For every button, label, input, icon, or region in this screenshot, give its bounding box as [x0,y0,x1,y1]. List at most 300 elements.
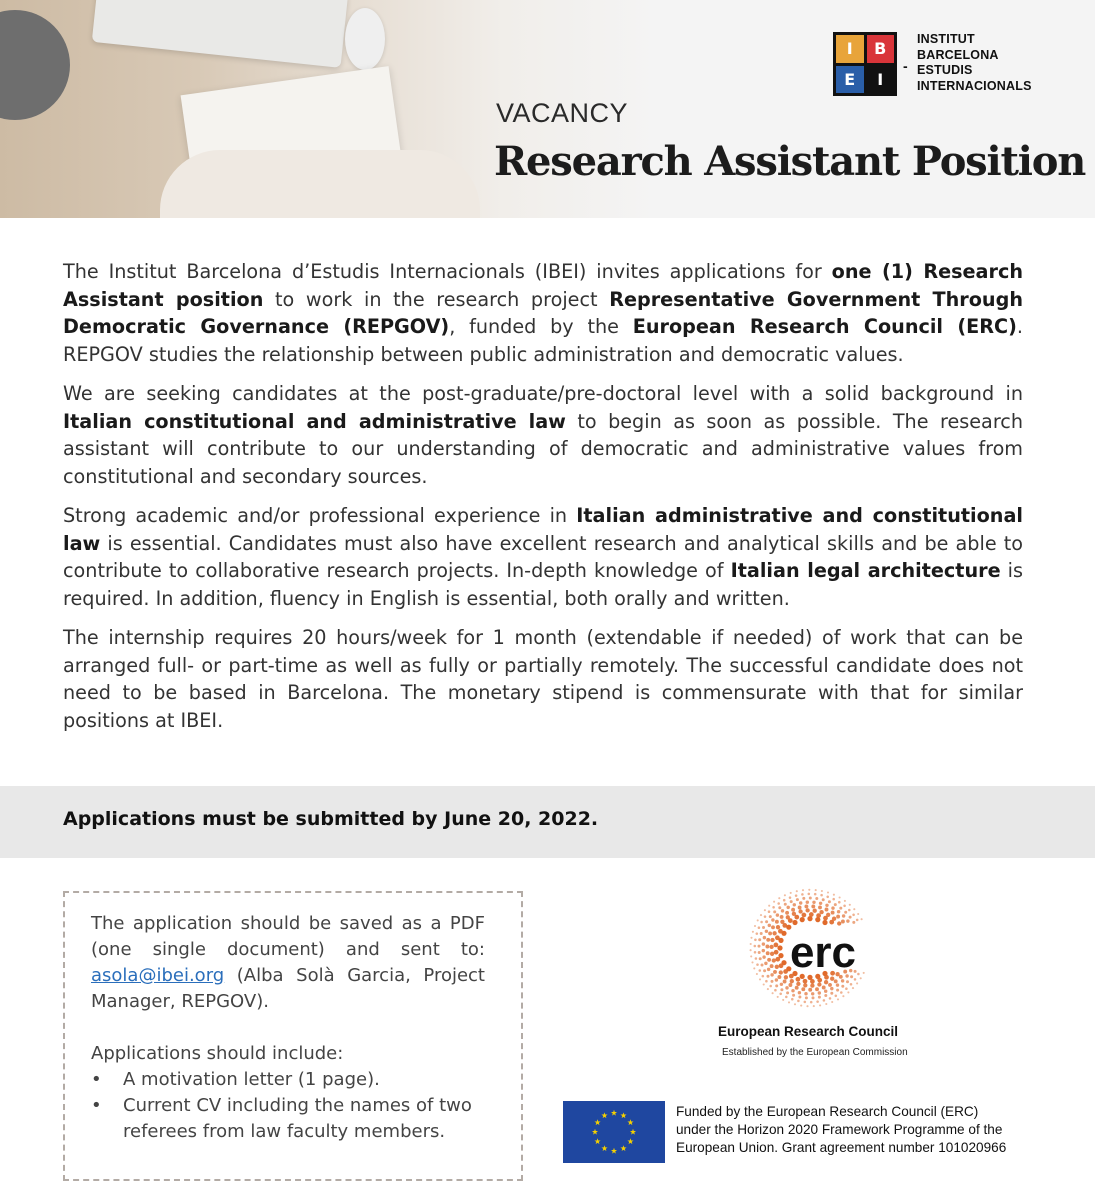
email-link[interactable]: asola@ibei.org [91,965,225,986]
erc-dot [773,970,777,974]
text-run: to work in the research project [263,287,610,311]
erc-dot [842,914,845,917]
ibei-logo-mark [833,32,897,96]
text-run: The internship requires 20 hours/week for 1 month (extendable if needed) of work that can be arranged full- or part-time as well as fully or partially remotely. The successful candidate does not need to be based in Barcelona. The monetary stipend is commensurate with that for similar positions at IBEI. [63,626,1023,732]
erc-dot [750,949,752,951]
erc-dot [811,904,815,908]
erc-dot [849,916,852,919]
erc-dot [839,907,842,910]
erc-dot [840,991,843,994]
erc-dot [778,897,780,899]
erc-dot [772,992,774,994]
erc-dot [852,921,855,924]
erc-dot [799,901,802,904]
bullet: • [91,1069,102,1090]
erc-dot [860,977,862,979]
erc-dot [783,969,788,974]
erc-dot [822,986,826,990]
erc-dot [827,891,829,893]
erc-dot [760,921,763,924]
body-text [63,258,1023,746]
paragraph-1 [63,258,1023,368]
erc-dot [798,996,801,999]
erc-dot [836,983,839,986]
erc-dot [819,910,823,914]
list-item-text: A motivation letter (1 page). [123,1069,380,1090]
erc-dot [789,896,792,899]
text-run: , funded by the [449,315,633,338]
erc-dot [769,985,772,988]
logo-line: INTERNACIONALS [917,78,1032,93]
erc-dot [797,1000,800,1003]
erc-dot [823,999,826,1002]
erc-dot [796,898,799,901]
photo-hand [160,150,480,218]
erc-dot [804,992,807,995]
erc-dot [795,986,799,990]
application-box [63,891,523,1181]
erc-dot [779,993,782,996]
application-text [91,911,485,1145]
logo-cell: E [836,66,864,94]
erc-dot [764,915,767,918]
erc-dot [772,958,776,962]
erc-dot [792,912,796,916]
erc-dot [818,996,821,999]
erc-dot [763,969,766,972]
erc-mark: erc [789,928,857,977]
bullet: • [91,1095,102,1116]
erc-dot [800,917,805,922]
erc-dot [846,980,849,983]
erc-dot [762,926,765,929]
erc-dot [776,913,779,916]
erc-dot [805,908,809,912]
erc-dot [761,964,764,967]
erc-dot [773,910,776,913]
logo-dash: - [903,58,908,74]
erc-dot [771,925,775,929]
erc-dot [813,909,817,913]
photo-keyboard [92,0,348,68]
erc-dot [819,1004,821,1006]
erc-dot [832,917,836,921]
erc-dot [788,1001,790,1003]
erc-dot [753,967,755,969]
erc-dot [754,945,757,948]
erc-dot [791,989,794,992]
erc-dot [754,951,757,954]
erc-dot [785,986,788,989]
erc-dot [762,975,765,978]
erc-dot [841,979,844,982]
erc-dot [792,994,795,997]
erc-dot [767,968,770,971]
erc-dot [757,919,759,921]
erc-dot [762,949,765,952]
erc-dot [844,911,847,914]
vacancy-kicker: VACANCY [496,98,629,128]
erc-dot [765,920,768,923]
erc-dot [830,977,834,981]
logo-cell: B [867,35,895,63]
erc-dot [752,931,754,933]
erc-dot [775,965,779,969]
erc-dot [810,979,815,984]
erc-dot [767,988,769,990]
erc-dot [768,931,772,935]
erc-dot [778,906,781,909]
erc-dot [822,920,827,925]
erc-dot [781,909,784,912]
logo-line: ESTUDIS [917,63,973,77]
erc-dot [759,957,762,960]
erc-dot [803,979,808,984]
erc-dot [779,963,784,968]
erc-dot [769,945,773,949]
erc-dot [852,914,855,917]
erc-dot [767,975,770,978]
erc-dot [798,991,801,994]
deadline-band [0,786,1095,858]
erc-dot [848,909,851,912]
erc-dot [763,983,765,985]
erc-dot [857,973,860,976]
application-contact: (Alba Solà Garcia, Project Manager, REPGOV). [91,965,485,1012]
erc-dot [770,938,774,942]
include-list [91,1067,485,1145]
erc-dot [800,1005,802,1007]
erc-dot [777,902,780,905]
text-run: We are seeking candidates at the post-graduate/pre-doctoral level with a solid background in [63,382,1023,405]
text-run: to begin as soon as possible. The research assistant will contribute to our understanding of democratic and administrative values from constitutional and secondary sources. [63,409,1023,488]
erc-dot [828,900,831,903]
erc-dot [780,983,783,986]
erc-dot [825,908,829,912]
erc-dot [801,987,805,991]
logo-cell: I [836,35,864,63]
erc-dot [763,936,766,939]
erc-dot [784,903,787,906]
erc-dot [775,920,779,924]
erc-dot [779,970,783,974]
erc-dot [826,913,830,917]
erc-dot [768,910,771,913]
erc-dot [836,989,839,992]
erc-dot [762,942,765,945]
erc-dot [816,913,821,918]
photo-mouse [345,8,385,70]
deadline-text: Applications must be submitted by June 20, 2022. [63,808,599,830]
erc-dot [826,896,829,899]
funding-line: Funded by the European Research Council (ERC) [676,1104,979,1119]
erc-dot [783,899,786,902]
erc-dot [790,892,792,894]
photo-mug [0,10,70,120]
erc-dot [832,898,835,901]
erc-dot [783,980,787,984]
logo-line: INSTITUT [917,32,975,46]
erc-dot [785,911,789,915]
erc-dot [775,957,780,962]
erc-dot [782,999,784,1001]
erc-dot [793,903,796,906]
paragraph-4 [63,624,1023,734]
erc-dot [842,995,844,997]
erc-dot [774,950,779,955]
list-item [91,1093,485,1145]
erc-dot [768,905,770,907]
erc-dot [830,987,833,990]
erc-dot [831,911,835,915]
funding-line: under the Horizon 2020 Framework Programme of the [676,1122,1003,1137]
erc-dot [817,978,822,983]
erc-dot [790,900,793,903]
erc-dot [863,972,865,974]
erc-dot [803,983,807,987]
erc-dot [854,978,857,981]
erc-dot [828,983,832,987]
erc-dot [825,1003,827,1005]
erc-dot [768,924,771,927]
erc-dot [809,912,814,917]
erc-dot [808,988,812,992]
erc-dot [770,952,774,956]
erc-dot [795,894,798,897]
erc-logo [720,888,900,1018]
erc-dot [775,984,778,987]
erc-dot [819,902,822,905]
erc-dot [802,897,805,900]
erc-dot [770,973,773,976]
text-run: The Institut Barcelona d’Estudis Internacionals (IBEI) invites applications for [63,260,832,283]
erc-dot [755,957,758,960]
erc-dot [841,985,844,988]
erc-dot [856,919,859,922]
erc-dot [824,994,827,997]
erc-dot [847,991,849,993]
ibei-logo [833,32,1033,96]
erc-dot [772,931,776,935]
bold-text: Representative Government Through Democratic Governance (REPGOV) [63,287,1023,338]
erc-dot [769,915,772,918]
erc-dot [812,901,815,904]
erc-dot [852,987,854,989]
erc-dot [853,908,855,910]
funding-line: European Union. Grant agreement number 101020966 [676,1140,1007,1155]
erc-dot [861,918,863,920]
erc-dot [777,945,782,950]
paragraph-2 [63,380,1023,490]
erc-dot [780,915,784,919]
erc-dot [750,937,752,939]
erc-dot [810,983,814,987]
erc-dot [775,978,778,981]
erc-dot [817,982,821,986]
header-banner [0,0,1095,218]
erc-dot [777,975,781,979]
erc-dot [784,975,788,979]
erc-dot [838,901,841,904]
erc-dot [841,920,845,924]
erc-dot [857,913,859,915]
erc-dot [833,894,835,896]
erc-dot [762,955,765,958]
erc-dot [802,889,804,891]
bold-text: one (1) Research Assistant position [63,260,1024,311]
list-item-text: Current CV including the names of two referees from law faculty members. [123,1095,472,1142]
erc-dot [760,914,762,916]
text-run: is required. In addition, fluency in English is essential, both orally and written. [63,559,1024,610]
erc-dot [751,961,753,963]
erc-dot [754,939,757,942]
bold-text: Italian constitutional and administrative law [63,409,566,433]
erc-dot [834,903,837,906]
erc-dot [794,1003,796,1005]
text-run: is essential. Candidates must also have excellent research and analytical skills and be able to contribute to collaborative research projects. In-depth knowledge of [63,531,1023,582]
erc-dot [837,910,840,913]
erc-dot [830,992,833,995]
erc-dot [810,1001,813,1004]
erc-dot [796,977,801,982]
erc-dot [831,906,834,909]
erc-dot [808,889,810,891]
erc-subtitle: Established by the European Commission [722,1047,908,1058]
erc-dot [806,900,809,903]
erc-dot [765,945,769,949]
erc-dot [816,1000,819,1003]
erc-dot [759,969,762,972]
erc-dot [804,1001,807,1004]
erc-dot [818,991,821,994]
erc-dot [809,897,812,900]
erc-dot [756,963,759,966]
erc-dot [784,894,786,896]
erc-dot [772,906,775,909]
include-heading: Applications should include: [91,1043,344,1064]
application-instructions [91,911,485,1015]
erc-dot [837,998,839,1000]
logo-cell: I [867,66,895,94]
erc-dot [804,904,808,908]
erc-dot [796,890,798,892]
erc-dot [758,926,761,929]
erc-dot [839,896,841,898]
erc-dot [774,943,779,948]
erc-dot [798,909,802,913]
erc-dot [825,904,828,907]
bold-text: Italian legal architecture [730,559,1001,582]
erc-dot [834,979,838,983]
erc-name: European Research Council [718,1024,899,1039]
erc-dot [801,893,804,896]
erc-dot [765,980,768,983]
erc-dot [791,908,795,912]
erc-dot [756,932,759,935]
erc-dot [846,919,849,922]
erc-dot [774,989,777,992]
page-title: Research Assistant Position [494,138,1086,185]
erc-dot [831,1001,833,1003]
erc-dot [796,982,800,986]
funding-statement [676,1103,1076,1157]
erc-dot [758,945,761,948]
erc-dot [786,991,789,994]
list-item [91,1067,485,1093]
erc-dot [788,983,792,987]
text-run: . REPGOV studies the relationship between public administration and democratic values. [63,315,1023,366]
erc-dot [849,904,851,906]
paragraph-3 [63,502,1023,612]
erc-dot [818,905,822,909]
erc-dot [786,906,789,909]
erc-dot [824,989,827,992]
erc-dot [756,973,758,975]
erc-dot [844,900,846,902]
erc-dot [758,938,761,941]
erc-dot [856,982,858,984]
erc-dot [836,915,840,919]
erc-dot [773,901,775,903]
erc-dot [845,987,848,990]
erc-dot [765,930,768,933]
erc-dot [758,951,761,954]
erc-dot [770,964,774,968]
erc-dot [791,998,794,1001]
erc-dot [750,943,752,945]
erc-dot [821,890,823,892]
erc-dot [815,987,819,991]
erc-dot [837,921,841,925]
erc-dot [767,958,771,962]
logo-line: BARCELONA [917,47,999,62]
erc-dot [785,996,788,999]
erc-dot [811,992,814,995]
erc-dot [780,988,783,991]
bold-text: European Research Council (ERC) [632,315,1017,338]
text-run: Strong academic and/or professional experience in [63,504,577,527]
erc-dot [808,893,811,896]
erc-dot [754,925,756,927]
erc-dot [812,996,815,999]
erc-dot [776,925,780,929]
erc-dot [750,955,752,957]
erc-dot [806,1005,808,1007]
application-intro: The application should be saved as a PDF (one single document) and sent to: [91,913,485,960]
erc-dot [792,920,797,925]
ibei-logo-text [917,32,1032,94]
erc-dot [771,918,774,921]
erc-dot [805,996,808,999]
erc-dot [850,983,853,986]
erc-dot [815,897,818,900]
erc-dot [790,979,794,983]
erc-dot [822,898,825,901]
erc-dot [835,995,838,998]
erc-dot [777,996,779,998]
erc-dot [766,951,770,955]
erc-dot [764,962,767,965]
bold-text: Italian administrative and constitutional law [63,504,1023,555]
erc-dot [813,1005,815,1007]
erc-dot [815,889,817,891]
erc-dot [759,978,761,980]
erc-dot [798,906,802,910]
eu-flag-icon [563,1101,665,1163]
erc-dot [820,894,823,897]
erc-dot [814,893,817,896]
erc-dot [764,909,766,911]
